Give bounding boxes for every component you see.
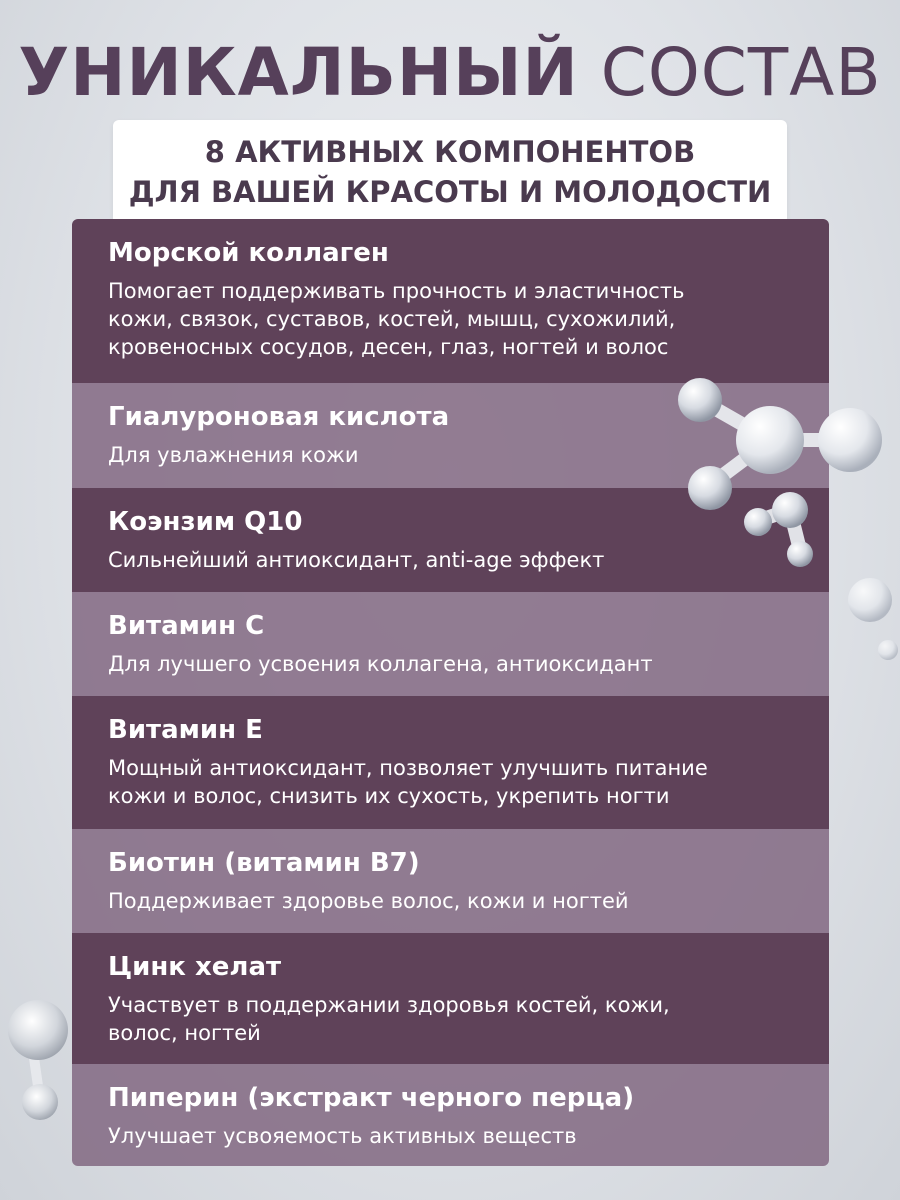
ingredient-name: Цинк хелат (108, 952, 282, 982)
description-line: Участвует в поддержании здоровья костей, кожи, (108, 993, 670, 1017)
description-line: Поддерживает здоровье волос, кожи и ногтей (108, 889, 629, 913)
ingredient-row-piperine (72, 1064, 829, 1166)
description-line: волос, ногтей (108, 1021, 261, 1045)
ingredient-row-zinc (72, 933, 829, 1064)
title-light: СОСТАВ (600, 34, 882, 111)
ingredient-row-vitamin-e (72, 696, 829, 829)
ingredient-name: Коэнзим Q10 (108, 507, 303, 537)
description-line: Сильнейший антиоксидант, anti-age эффект (108, 548, 605, 572)
ingredient-description (108, 277, 809, 361)
ingredients-list (72, 219, 829, 1166)
molecule-icon (660, 370, 900, 690)
description-line: Улучшает усвояемость активных веществ (108, 1124, 577, 1148)
ingredient-name: Витамин С (108, 611, 265, 641)
ingredient-description (108, 991, 809, 1047)
ingredient-name: Биотин (витамин В7) (108, 848, 420, 878)
ingredient-name: Гиалуроновая кислота (108, 402, 450, 432)
description-line: Для лучшего усвоения коллагена, антиоксидант (108, 652, 653, 676)
description-line: кожи, связок, суставов, костей, мышц, сухожилий, (108, 307, 676, 331)
title-bold: УНИКАЛЬНЫЙ (18, 34, 579, 111)
ingredient-name: Пиперин (экстракт черного перца) (108, 1083, 635, 1113)
ingredient-description (108, 1122, 809, 1150)
ingredient-description (108, 887, 809, 915)
ingredient-row-biotin (72, 829, 829, 933)
molecule-icon (0, 990, 80, 1140)
description-line: Помогает поддерживать прочность и эластичность (108, 279, 685, 303)
description-line: кровеносных сосудов, десен, глаз, ногтей и волос (108, 335, 669, 359)
ingredient-row-collagen (72, 219, 829, 383)
description-line: Для увлажнения кожи (108, 443, 359, 467)
subtitle-box (113, 120, 787, 224)
description-line: кожи и волос, снизить их сухость, укрепить ногти (108, 784, 670, 808)
subtitle-line-1: 8 АКТИВНЫХ КОМПОНЕНТОВ (204, 135, 696, 169)
ingredient-name: Витамин Е (108, 715, 263, 745)
ingredient-description (108, 754, 809, 810)
description-line: Мощный антиоксидант, позволяет улучшить питание (108, 756, 708, 780)
subtitle-line-2: ДЛЯ ВАШЕЙ КРАСОТЫ И МОЛОДОСТИ (128, 175, 772, 209)
page-title (0, 28, 900, 118)
ingredient-name: Морской коллаген (108, 238, 389, 268)
